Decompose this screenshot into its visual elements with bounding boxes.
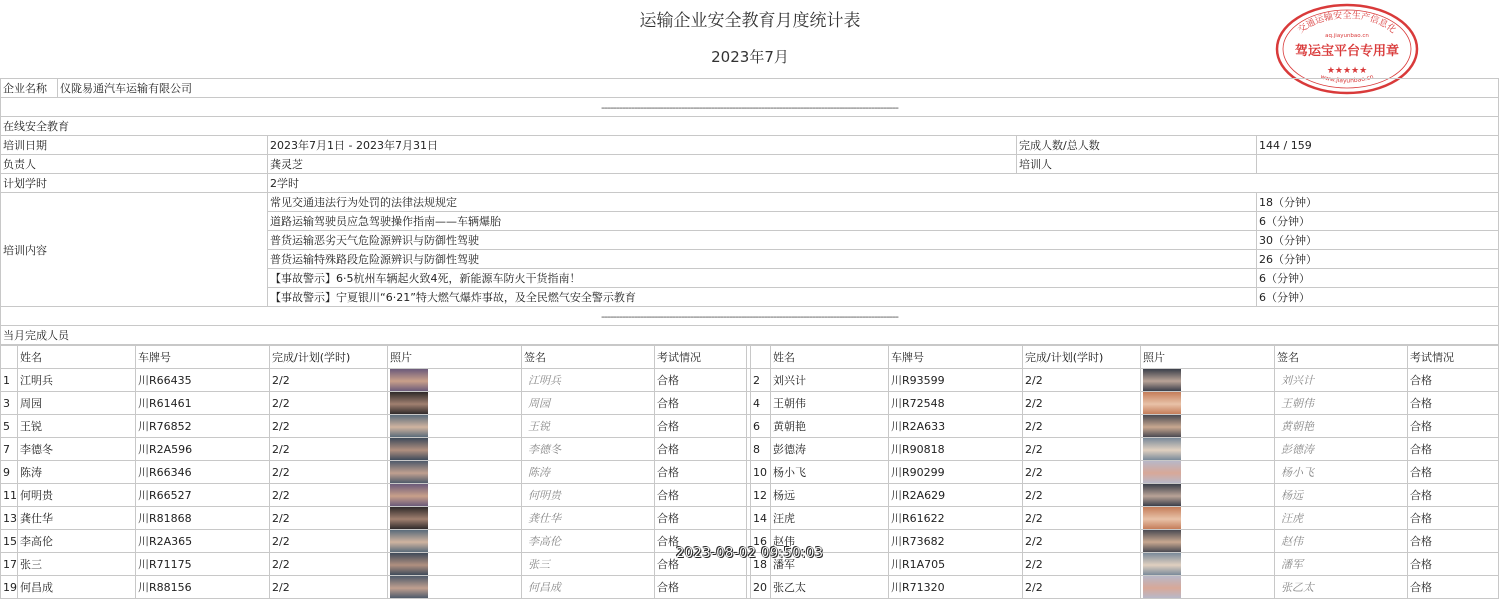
- row-number: 14: [751, 507, 771, 530]
- plate-number: 川R66527: [136, 484, 270, 507]
- driver-photo: [1143, 369, 1181, 391]
- signature-cell: [522, 461, 655, 484]
- exam-result: 合格: [1408, 530, 1499, 553]
- manager-label: 负责人: [1, 155, 268, 174]
- driver-name: 何昌成: [18, 576, 136, 599]
- seal-top-text: 交通运输安全生产信息化: [1296, 11, 1398, 36]
- online-section-row: [1, 117, 1499, 136]
- exam-result: 合格: [1408, 484, 1499, 507]
- photo-cell: [1141, 553, 1275, 576]
- report-month: 2023年7月: [711, 48, 789, 66]
- plate-number: 川R73682: [889, 530, 1023, 553]
- signature: 杨远: [1281, 489, 1303, 502]
- exam-result: 合格: [655, 576, 747, 599]
- completed-hours: 2/2: [1023, 392, 1141, 415]
- signature: 陈涛: [528, 466, 550, 479]
- driver-photo: [1143, 392, 1181, 414]
- course-duration: 6（分钟）: [1257, 269, 1499, 288]
- signature-cell: [1275, 553, 1408, 576]
- plate-number: 川R66435: [136, 369, 270, 392]
- table-row: [1, 484, 1499, 507]
- row-number: 13: [1, 507, 18, 530]
- signature-cell: [522, 576, 655, 599]
- signature-cell: [522, 484, 655, 507]
- photo-cell: [388, 461, 522, 484]
- header-hours: 完成/计划(学时): [1023, 346, 1141, 369]
- header-hours: 完成/计划(学时): [270, 346, 388, 369]
- driver-name: 汪虎: [771, 507, 889, 530]
- signature-cell: [522, 415, 655, 438]
- header-name: 姓名: [771, 346, 889, 369]
- completed-hours: 2/2: [1023, 553, 1141, 576]
- company-name: 仪陇易通汽车运输有限公司: [58, 79, 1499, 98]
- plate-number: 川R88156: [136, 576, 270, 599]
- manager-row: [1, 155, 1499, 174]
- driver-photo: [390, 553, 428, 575]
- completed-hours: 2/2: [1023, 576, 1141, 599]
- photo-cell: [388, 369, 522, 392]
- table-row: [1, 576, 1499, 599]
- driver-name: 李德冬: [18, 438, 136, 461]
- signature: 汪虎: [1281, 512, 1303, 525]
- course-title: 道路运输驾驶员应急驾驶操作指南——车辆爆胎: [268, 212, 1257, 231]
- signature: 彭德涛: [1281, 443, 1314, 456]
- completion-label: 完成人数/总人数: [1017, 136, 1257, 155]
- exam-result: 合格: [655, 392, 747, 415]
- course-duration: 6（分钟）: [1257, 212, 1499, 231]
- seal-url-bottom: www.jiayunbao.cn: [1319, 73, 1375, 85]
- seal-stars: ★★★★★: [1326, 66, 1368, 76]
- people-header-row: [1, 346, 1499, 369]
- driver-name: 何明贵: [18, 484, 136, 507]
- photo-cell: [388, 576, 522, 599]
- completed-hours: 2/2: [1023, 507, 1141, 530]
- photo-cell: [1141, 484, 1275, 507]
- exam-result: 合格: [1408, 415, 1499, 438]
- training-summary-table: [0, 78, 1499, 345]
- driver-photo: [390, 461, 428, 483]
- driver-name: 刘兴计: [771, 369, 889, 392]
- signature-cell: [522, 438, 655, 461]
- manager-value: 龚灵芝: [268, 155, 1017, 174]
- signature: 何昌成: [528, 581, 561, 594]
- signature: 王朝伟: [1281, 397, 1314, 410]
- row-number: 17: [1, 553, 18, 576]
- plate-number: 川R2A365: [136, 530, 270, 553]
- header-plate: 车牌号: [136, 346, 270, 369]
- header-plate: 车牌号: [889, 346, 1023, 369]
- signature-cell: [1275, 461, 1408, 484]
- plate-number: 川R71175: [136, 553, 270, 576]
- signature: 赵伟: [1281, 535, 1303, 548]
- photo-cell: [1141, 530, 1275, 553]
- exam-result: 合格: [655, 553, 747, 576]
- driver-photo: [1143, 507, 1181, 529]
- completed-hours: 2/2: [270, 438, 388, 461]
- exam-result: 合格: [1408, 553, 1499, 576]
- completed-hours: 2/2: [1023, 369, 1141, 392]
- driver-name: 江明兵: [18, 369, 136, 392]
- driver-name: 赵伟: [771, 530, 889, 553]
- driver-photo: [1143, 461, 1181, 483]
- signature-cell: [522, 392, 655, 415]
- completed-hours: 2/2: [1023, 438, 1141, 461]
- signature-cell: [1275, 369, 1408, 392]
- driver-name: 彭德涛: [771, 438, 889, 461]
- signature-cell: [522, 530, 655, 553]
- driver-photo: [1143, 576, 1181, 598]
- plate-number: 川R2A596: [136, 438, 270, 461]
- driver-name: 陈涛: [18, 461, 136, 484]
- plate-number: 川R61461: [136, 392, 270, 415]
- plate-number: 川R93599: [889, 369, 1023, 392]
- driver-photo: [390, 576, 428, 598]
- exam-result: 合格: [655, 507, 747, 530]
- exam-result: 合格: [655, 369, 747, 392]
- driver-photo: [1143, 530, 1181, 552]
- plate-number: 川R1A705: [889, 553, 1023, 576]
- signature: 张三: [528, 558, 550, 571]
- driver-name: 张乙太: [771, 576, 889, 599]
- course-duration: 26（分钟）: [1257, 250, 1499, 269]
- exam-result: 合格: [1408, 392, 1499, 415]
- completed-hours: 2/2: [1023, 415, 1141, 438]
- signature: 张乙太: [1281, 581, 1314, 594]
- signature-cell: [1275, 484, 1408, 507]
- photo-cell: [388, 507, 522, 530]
- header-photo: 照片: [1141, 346, 1275, 369]
- photo-cell: [388, 530, 522, 553]
- header-photo: 照片: [388, 346, 522, 369]
- driver-name: 潘军: [771, 553, 889, 576]
- photo-cell: [1141, 461, 1275, 484]
- exam-result: 合格: [655, 484, 747, 507]
- row-number: 12: [751, 484, 771, 507]
- row-number: 20: [751, 576, 771, 599]
- row-number: 7: [1, 438, 18, 461]
- course-title: 普货运输恶劣天气危险源辨识与防御性驾驶: [268, 231, 1257, 250]
- completed-hours: 2/2: [270, 530, 388, 553]
- completion-value: 144 / 159: [1257, 136, 1499, 155]
- completed-hours: 2/2: [270, 415, 388, 438]
- completed-hours: 2/2: [270, 576, 388, 599]
- driver-photo: [1143, 553, 1181, 575]
- signature-cell: [1275, 507, 1408, 530]
- plate-number: 川R90818: [889, 438, 1023, 461]
- header-name: 姓名: [18, 346, 136, 369]
- signature: 何明贵: [528, 489, 561, 502]
- signature-cell: [1275, 530, 1408, 553]
- separator-line: ----------------------------------------------------------------------------------------------------: [1, 307, 1499, 326]
- row-number: 3: [1, 392, 18, 415]
- plate-number: 川R66346: [136, 461, 270, 484]
- training-date-row: [1, 136, 1499, 155]
- plate-number: 川R81868: [136, 507, 270, 530]
- completed-hours: 2/2: [1023, 461, 1141, 484]
- completed-hours: 2/2: [1023, 530, 1141, 553]
- signature: 周园: [528, 397, 550, 410]
- completed-hours: 2/2: [270, 484, 388, 507]
- plate-number: 川R2A629: [889, 484, 1023, 507]
- row-number: 8: [751, 438, 771, 461]
- planned-hours-row: [1, 174, 1499, 193]
- table-row: [1, 438, 1499, 461]
- seal-name: 驾运宝平台专用章: [1294, 44, 1400, 59]
- exam-result: 合格: [655, 438, 747, 461]
- photo-cell: [388, 484, 522, 507]
- completed-hours: 2/2: [270, 369, 388, 392]
- page-title: 运输企业安全教育月度统计表: [639, 11, 861, 31]
- photo-timestamp: 2023-08-02 09:50:03: [676, 546, 824, 561]
- signature: 江明兵: [528, 374, 561, 387]
- signature: 李高伦: [528, 535, 561, 548]
- signature-cell: [1275, 415, 1408, 438]
- course-duration: 30（分钟）: [1257, 231, 1499, 250]
- driver-name: 黄朝艳: [771, 415, 889, 438]
- photo-cell: [1141, 369, 1275, 392]
- exam-result: 合格: [1408, 438, 1499, 461]
- completed-hours: 2/2: [270, 392, 388, 415]
- signature-cell: [1275, 438, 1408, 461]
- driver-photo: [1143, 484, 1181, 506]
- signature: 王锐: [528, 420, 550, 433]
- row-number: 10: [751, 461, 771, 484]
- photo-cell: [388, 553, 522, 576]
- driver-name: 龚仕华: [18, 507, 136, 530]
- course-duration: 6（分钟）: [1257, 288, 1499, 307]
- table-row: [1, 461, 1499, 484]
- driver-name: 杨远: [771, 484, 889, 507]
- driver-photo: [1143, 415, 1181, 437]
- photo-cell: [1141, 392, 1275, 415]
- signature-cell: [522, 553, 655, 576]
- signature: 潘军: [1281, 558, 1303, 571]
- exam-result: 合格: [655, 530, 747, 553]
- header-exam: 考试情况: [655, 346, 747, 369]
- header-signature: 签名: [522, 346, 655, 369]
- driver-name: 杨小飞: [771, 461, 889, 484]
- driver-name: 张三: [18, 553, 136, 576]
- people-section-row: [1, 326, 1499, 345]
- course-title: 【事故警示】宁夏银川“6·21”特大燃气爆炸事故，及全民燃气安全警示教育: [268, 288, 1257, 307]
- plate-number: 川R76852: [136, 415, 270, 438]
- separator-line: ----------------------------------------------------------------------------------------------------: [1, 98, 1499, 117]
- company-label: 企业名称: [1, 79, 58, 98]
- photo-cell: [388, 438, 522, 461]
- driver-photo: [390, 507, 428, 529]
- exam-result: 合格: [655, 415, 747, 438]
- row-number: 11: [1, 484, 18, 507]
- planned-hours-value: 2学时: [268, 174, 1499, 193]
- row-number: 5: [1, 415, 18, 438]
- separator-row: [1, 307, 1499, 326]
- seal-url-top: aq.jiayunbao.cn: [1325, 33, 1369, 39]
- row-number: 6: [751, 415, 771, 438]
- signature-cell: [522, 507, 655, 530]
- row-number: 1: [1, 369, 18, 392]
- driver-photo: [1143, 438, 1181, 460]
- driver-photo: [390, 438, 428, 460]
- driver-photo: [390, 369, 428, 391]
- driver-photo: [390, 415, 428, 437]
- company-row: [1, 79, 1499, 98]
- completed-hours: 2/2: [270, 461, 388, 484]
- header-exam: 考试情况: [1408, 346, 1499, 369]
- row-number: 4: [751, 392, 771, 415]
- signature: 杨小飞: [1281, 466, 1314, 479]
- table-row: [1, 369, 1499, 392]
- course-title: 常见交通违法行为处罚的法律法规规定: [268, 193, 1257, 212]
- signature: 龚仕华: [528, 512, 561, 525]
- completed-hours: 2/2: [270, 553, 388, 576]
- course-row: [1, 193, 1499, 212]
- row-number: 9: [1, 461, 18, 484]
- row-number: 18: [751, 553, 771, 576]
- driver-photo: [390, 530, 428, 552]
- driver-photo: [390, 484, 428, 506]
- exam-result: 合格: [1408, 461, 1499, 484]
- row-number: 2: [751, 369, 771, 392]
- completed-hours: 2/2: [270, 507, 388, 530]
- table-row: [1, 415, 1499, 438]
- photo-cell: [1141, 415, 1275, 438]
- table-row: [1, 507, 1499, 530]
- photo-cell: [388, 392, 522, 415]
- course-title: 普货运输特殊路段危险源辨识与防御性驾驶: [268, 250, 1257, 269]
- plate-number: 川R2A633: [889, 415, 1023, 438]
- exam-result: 合格: [655, 461, 747, 484]
- driver-photo: [390, 392, 428, 414]
- driver-name: 王锐: [18, 415, 136, 438]
- plate-number: 川R61622: [889, 507, 1023, 530]
- training-date-value: 2023年7月1日 - 2023年7月31日: [268, 136, 1017, 155]
- signature: 黄朝艳: [1281, 420, 1314, 433]
- table-row: [1, 392, 1499, 415]
- exam-result: 合格: [1408, 507, 1499, 530]
- photo-cell: [388, 415, 522, 438]
- signature-cell: [1275, 392, 1408, 415]
- signature-cell: [522, 369, 655, 392]
- row-number: 15: [1, 530, 18, 553]
- driver-name: 周园: [18, 392, 136, 415]
- exam-result: 合格: [1408, 369, 1499, 392]
- planned-hours-label: 计划学时: [1, 174, 268, 193]
- photo-cell: [1141, 507, 1275, 530]
- content-label: 培训内容: [1, 193, 268, 307]
- separator-row: [1, 98, 1499, 117]
- plate-number: 川R90299: [889, 461, 1023, 484]
- driver-name: 李高伦: [18, 530, 136, 553]
- people-section-label: 当月完成人员: [1, 326, 1499, 345]
- trainer-value: [1257, 155, 1499, 174]
- signature-cell: [1275, 576, 1408, 599]
- photo-cell: [1141, 576, 1275, 599]
- signature: 李德冬: [528, 443, 561, 456]
- people-body: [1, 369, 1499, 599]
- row-number: 16: [751, 530, 771, 553]
- driver-name: 王朝伟: [771, 392, 889, 415]
- signature: 刘兴计: [1281, 374, 1314, 387]
- exam-result: 合格: [1408, 576, 1499, 599]
- training-date-label: 培训日期: [1, 136, 268, 155]
- course-title: 【事故警示】6·5杭州车辆起火致4死，新能源车防火干货指南！: [268, 269, 1257, 288]
- plate-number: 川R72548: [889, 392, 1023, 415]
- row-number: 19: [1, 576, 18, 599]
- photo-cell: [1141, 438, 1275, 461]
- trainer-label: 培训人: [1017, 155, 1257, 174]
- online-section-label: 在线安全教育: [1, 117, 1499, 136]
- svg-text:交通运输安全生产信息化: [1295, 9, 1398, 36]
- plate-number: 川R71320: [889, 576, 1023, 599]
- header-signature: 签名: [1275, 346, 1408, 369]
- course-duration: 18（分钟）: [1257, 193, 1499, 212]
- completed-hours: 2/2: [1023, 484, 1141, 507]
